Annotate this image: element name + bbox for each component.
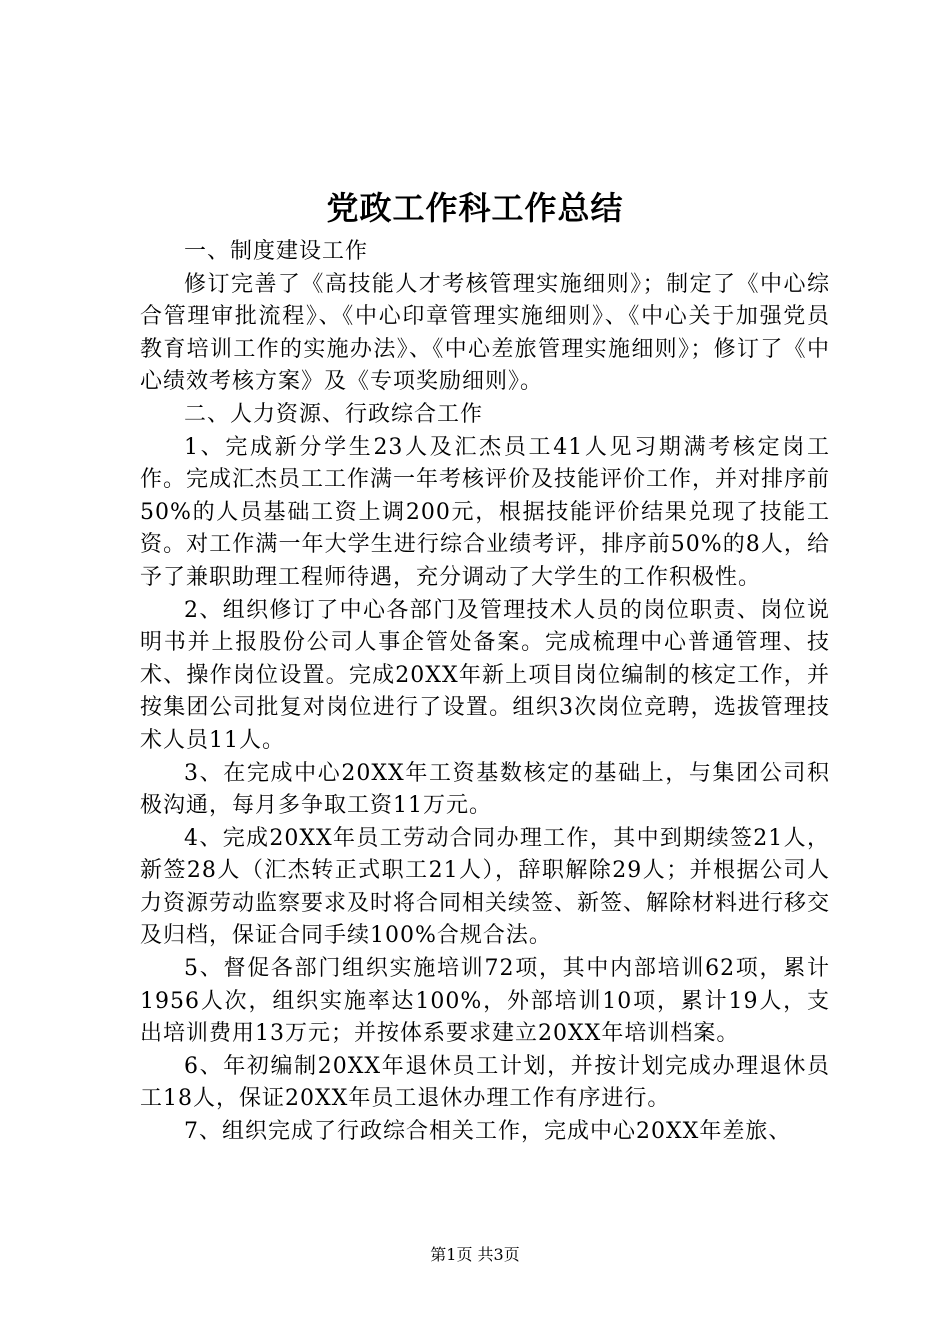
document-body xyxy=(140,236,830,1149)
section-heading-hr-admin: 二、人力资源、行政综合工作 xyxy=(184,401,484,427)
section-heading-system-construction: 一、制度建设工作 xyxy=(184,239,369,264)
paragraph-item-6: 6、年初编制20XX年退休员工计划，并按计划完成办理退休员工18人，保证20XX年员工退休办理工作有序进行。 xyxy=(140,1053,830,1112)
paragraph-item-4: 4、完成20XX年员工劳动合同办理工作，其中到期续签21人，新签28人（汇杰转正式职工21人），辞职解除29人；并根据公司人力资源劳动监察要求及时将合同相关续签、新签、解除材料进行移交及归档，保证合同手续100%合规合法。 xyxy=(140,825,831,949)
paragraph-item-1: 1、完成新分学生23人及汇杰员工41人见习期满考核定岗工作。完成汇杰员工工作满一年考核评价及技能评价工作，并对排序前50%的人员基础工资上调200元，根据技能评价结果兑现了技能工资。对工作满一年大学生进行综合业绩考评，排序前50%的8人，给予了兼职助理工程师待遇，充分调动了大学生的工作积极性。 xyxy=(140,434,831,590)
paragraph-item-3: 3、在完成中心20XX年工资基数核定的基础上，与集团公司积极沟通，每月多争取工资11万元。 xyxy=(140,760,830,819)
paragraph-item-7: 7、组织完成了行政综合相关工作，完成中心20XX年差旅、 xyxy=(184,1119,792,1145)
paragraph-system-construction: 修订完善了《高技能人才考核管理实施细则》；制定了《中心综合管理审批流程》、《中心印章管理实施细则》、《中心关于加强党员教育培训工作的实施办法》、《中心差旅管理实施细则》；修订了《中心绩效考核方案》及《专项奖励细则》。 xyxy=(140,271,830,395)
paragraph-item-2: 2、组织修订了中心各部门及管理技术人员的岗位职责、岗位说明书并上报股份公司人事企管处备案。完成梳理中心普通管理、技术、操作岗位设置。完成20XX年新上项目岗位编制的核定工作，并按集团公司批复对岗位进行了设置。组织3次岗位竞聘，选拔管理技术人员11人。 xyxy=(140,597,830,753)
document-title: 党政工作科工作总结 xyxy=(326,189,624,227)
page-footer: 第1页 共3页 xyxy=(430,1245,520,1264)
paragraph-item-5: 5、督促各部门组织实施培训72项，其中内部培训62项，累计1956人次，组织实施率达100%，外部培训10项，累计19人，支出培训费用13万元；并按体系要求建立20XX年培训档案。 xyxy=(140,956,830,1047)
